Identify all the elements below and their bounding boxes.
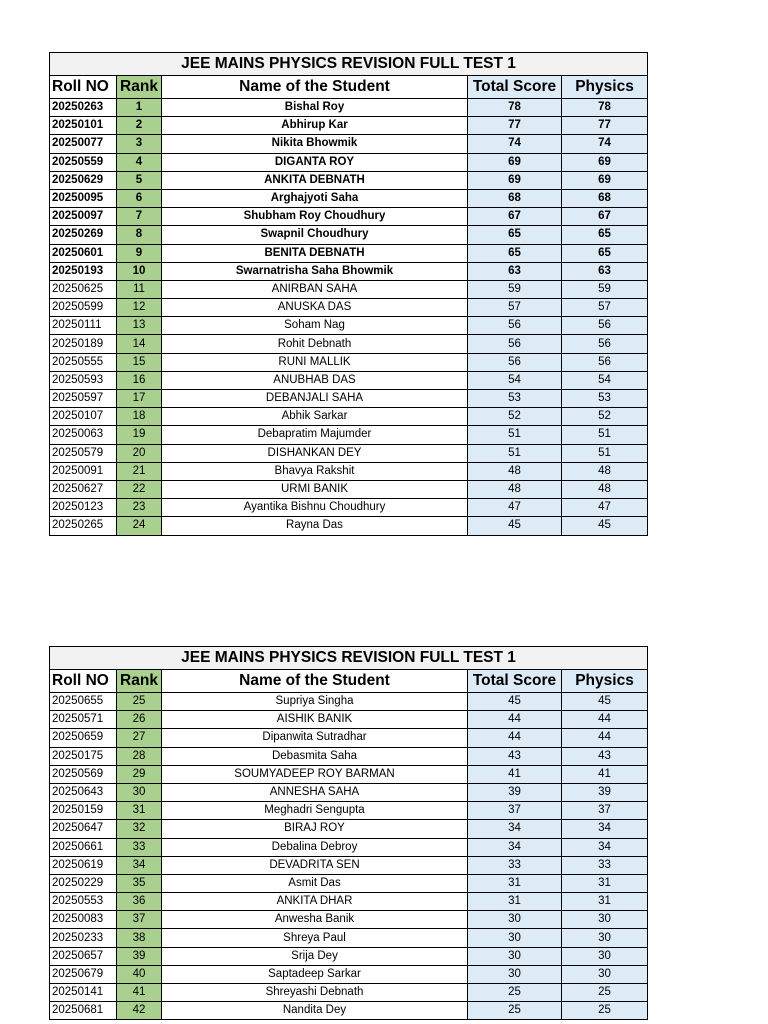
physics-score-cell: 57 bbox=[562, 299, 648, 317]
table-row bbox=[50, 280, 648, 298]
student-name-cell: Ayantika Bishnu Choudhury bbox=[162, 499, 468, 517]
rank-cell: 23 bbox=[117, 499, 162, 517]
roll-no-cell: 20250263 bbox=[50, 99, 117, 117]
table-row bbox=[50, 711, 648, 729]
rank-cell: 11 bbox=[117, 280, 162, 298]
roll-no-cell: 20250619 bbox=[50, 856, 117, 874]
rank-cell: 36 bbox=[117, 893, 162, 911]
physics-score-cell: 77 bbox=[562, 117, 648, 135]
table-title-row bbox=[50, 647, 648, 670]
physics-score-cell: 74 bbox=[562, 135, 648, 153]
student-name-cell: Shubham Roy Choudhury bbox=[162, 208, 468, 226]
total-score-cell: 45 bbox=[468, 693, 562, 711]
student-name-cell: Meghadri Sengupta bbox=[162, 802, 468, 820]
roll-no-cell: 20250107 bbox=[50, 408, 117, 426]
physics-score-cell: 47 bbox=[562, 499, 648, 517]
table-row bbox=[50, 171, 648, 189]
physics-score-cell: 54 bbox=[562, 371, 648, 389]
student-name-cell: RUNI MALLIK bbox=[162, 353, 468, 371]
table-row bbox=[50, 371, 648, 389]
rank-cell: 26 bbox=[117, 711, 162, 729]
rank-cell: 7 bbox=[117, 208, 162, 226]
student-name-cell: ANNESHA SAHA bbox=[162, 783, 468, 801]
table-row bbox=[50, 480, 648, 498]
student-name-cell: Anwesha Banik bbox=[162, 911, 468, 929]
roll-no-cell: 20250601 bbox=[50, 244, 117, 262]
total-score-cell: 25 bbox=[468, 1002, 562, 1020]
student-name-cell: Bhavya Rakshit bbox=[162, 462, 468, 480]
physics-score-cell: 30 bbox=[562, 965, 648, 983]
physics-score-cell: 25 bbox=[562, 984, 648, 1002]
physics-score-cell: 25 bbox=[562, 1002, 648, 1020]
roll-no-cell: 20250175 bbox=[50, 747, 117, 765]
physics-score-cell: 59 bbox=[562, 280, 648, 298]
physics-score-cell: 30 bbox=[562, 929, 648, 947]
table-row bbox=[50, 838, 648, 856]
physics-score-cell: 30 bbox=[562, 911, 648, 929]
roll-no-cell: 20250265 bbox=[50, 517, 117, 535]
table-title: JEE MAINS PHYSICS REVISION FULL TEST 1 bbox=[50, 53, 648, 76]
student-name-cell: Srija Dey bbox=[162, 947, 468, 965]
physics-score-cell: 44 bbox=[562, 729, 648, 747]
physics-score-cell: 65 bbox=[562, 244, 648, 262]
student-name-cell: Rohit Debnath bbox=[162, 335, 468, 353]
roll-no-cell: 20250579 bbox=[50, 444, 117, 462]
total-score-cell: 69 bbox=[468, 153, 562, 171]
physics-score-cell: 69 bbox=[562, 153, 648, 171]
total-score-cell: 48 bbox=[468, 480, 562, 498]
table-row bbox=[50, 984, 648, 1002]
physics-score-cell: 48 bbox=[562, 462, 648, 480]
student-name-cell: Shreya Paul bbox=[162, 929, 468, 947]
physics-score-cell: 41 bbox=[562, 765, 648, 783]
rank-cell: 33 bbox=[117, 838, 162, 856]
physics-score-cell: 51 bbox=[562, 444, 648, 462]
student-name-cell: Saptadeep Sarkar bbox=[162, 965, 468, 983]
physics-score-cell: 45 bbox=[562, 517, 648, 535]
student-name-cell: Swarnatrisha Saha Bhowmik bbox=[162, 262, 468, 280]
table-row bbox=[50, 747, 648, 765]
rank-cell: 5 bbox=[117, 171, 162, 189]
student-name-cell: BENITA DEBNATH bbox=[162, 244, 468, 262]
table-row bbox=[50, 444, 648, 462]
table-row bbox=[50, 693, 648, 711]
header-student-name: Name of the Student bbox=[162, 76, 468, 99]
student-name-cell: Nandita Dey bbox=[162, 1002, 468, 1020]
total-score-cell: 56 bbox=[468, 317, 562, 335]
roll-no-cell: 20250659 bbox=[50, 729, 117, 747]
student-name-cell: Nikita Bhowmik bbox=[162, 135, 468, 153]
header-total-score: Total Score bbox=[468, 670, 562, 693]
table-row bbox=[50, 893, 648, 911]
roll-no-cell: 20250629 bbox=[50, 171, 117, 189]
rank-cell: 30 bbox=[117, 783, 162, 801]
rank-cell: 28 bbox=[117, 747, 162, 765]
total-score-cell: 52 bbox=[468, 408, 562, 426]
total-score-cell: 30 bbox=[468, 947, 562, 965]
total-score-cell: 48 bbox=[468, 462, 562, 480]
rank-cell: 8 bbox=[117, 226, 162, 244]
total-score-cell: 34 bbox=[468, 838, 562, 856]
roll-no-cell: 20250229 bbox=[50, 874, 117, 892]
total-score-cell: 39 bbox=[468, 783, 562, 801]
table-row bbox=[50, 335, 648, 353]
rank-cell: 4 bbox=[117, 153, 162, 171]
table-row bbox=[50, 856, 648, 874]
total-score-cell: 74 bbox=[468, 135, 562, 153]
roll-no-cell: 20250593 bbox=[50, 371, 117, 389]
physics-score-cell: 68 bbox=[562, 189, 648, 207]
physics-score-cell: 33 bbox=[562, 856, 648, 874]
rank-cell: 3 bbox=[117, 135, 162, 153]
student-name-cell: Dipanwita Sutradhar bbox=[162, 729, 468, 747]
physics-score-cell: 45 bbox=[562, 693, 648, 711]
student-name-cell: AISHIK BANIK bbox=[162, 711, 468, 729]
roll-no-cell: 20250643 bbox=[50, 783, 117, 801]
student-name-cell: Asmit Das bbox=[162, 874, 468, 892]
header-roll-no: Roll NO bbox=[50, 670, 117, 693]
rank-cell: 12 bbox=[117, 299, 162, 317]
total-score-cell: 30 bbox=[468, 965, 562, 983]
roll-no-cell: 20250095 bbox=[50, 189, 117, 207]
student-name-cell: Bishal Roy bbox=[162, 99, 468, 117]
roll-no-cell: 20250083 bbox=[50, 911, 117, 929]
total-score-cell: 78 bbox=[468, 99, 562, 117]
student-name-cell: Shreyashi Debnath bbox=[162, 984, 468, 1002]
student-name-cell: DISHANKAN DEY bbox=[162, 444, 468, 462]
rank-cell: 13 bbox=[117, 317, 162, 335]
table-row bbox=[50, 802, 648, 820]
total-score-cell: 54 bbox=[468, 371, 562, 389]
header-total-score: Total Score bbox=[468, 76, 562, 99]
total-score-cell: 25 bbox=[468, 984, 562, 1002]
rank-cell: 32 bbox=[117, 820, 162, 838]
physics-score-cell: 48 bbox=[562, 480, 648, 498]
rank-cell: 34 bbox=[117, 856, 162, 874]
rank-cell: 2 bbox=[117, 117, 162, 135]
table-row bbox=[50, 208, 648, 226]
physics-score-cell: 56 bbox=[562, 335, 648, 353]
physics-score-cell: 31 bbox=[562, 874, 648, 892]
total-score-cell: 41 bbox=[468, 765, 562, 783]
header-rank: Rank bbox=[117, 76, 162, 99]
total-score-cell: 69 bbox=[468, 171, 562, 189]
header-student-name: Name of the Student bbox=[162, 670, 468, 693]
total-score-cell: 44 bbox=[468, 711, 562, 729]
physics-score-cell: 67 bbox=[562, 208, 648, 226]
total-score-cell: 30 bbox=[468, 929, 562, 947]
total-score-cell: 65 bbox=[468, 244, 562, 262]
table-title-row bbox=[50, 53, 648, 76]
total-score-cell: 57 bbox=[468, 299, 562, 317]
roll-no-cell: 20250627 bbox=[50, 480, 117, 498]
total-score-cell: 68 bbox=[468, 189, 562, 207]
student-name-cell: Soham Nag bbox=[162, 317, 468, 335]
physics-score-cell: 37 bbox=[562, 802, 648, 820]
table-header-row bbox=[50, 76, 648, 99]
rank-cell: 9 bbox=[117, 244, 162, 262]
rank-cell: 42 bbox=[117, 1002, 162, 1020]
results-table-2 bbox=[49, 646, 648, 1020]
table-row bbox=[50, 244, 648, 262]
table-row bbox=[50, 262, 648, 280]
rank-cell: 17 bbox=[117, 390, 162, 408]
table-row bbox=[50, 353, 648, 371]
total-score-cell: 37 bbox=[468, 802, 562, 820]
roll-no-cell: 20250655 bbox=[50, 693, 117, 711]
roll-no-cell: 20250097 bbox=[50, 208, 117, 226]
table-row bbox=[50, 783, 648, 801]
physics-score-cell: 56 bbox=[562, 317, 648, 335]
physics-score-cell: 34 bbox=[562, 820, 648, 838]
table-row bbox=[50, 929, 648, 947]
student-name-cell: ANUSKA DAS bbox=[162, 299, 468, 317]
header-physics: Physics bbox=[562, 670, 648, 693]
total-score-cell: 31 bbox=[468, 893, 562, 911]
rank-cell: 37 bbox=[117, 911, 162, 929]
roll-no-cell: 20250091 bbox=[50, 462, 117, 480]
header-rank: Rank bbox=[117, 670, 162, 693]
physics-score-cell: 78 bbox=[562, 99, 648, 117]
results-table-1-body bbox=[50, 53, 648, 536]
rank-cell: 16 bbox=[117, 371, 162, 389]
student-name-cell: Debalina Debroy bbox=[162, 838, 468, 856]
roll-no-cell: 20250159 bbox=[50, 802, 117, 820]
student-name-cell: Supriya Singha bbox=[162, 693, 468, 711]
rank-cell: 22 bbox=[117, 480, 162, 498]
rank-cell: 1 bbox=[117, 99, 162, 117]
total-score-cell: 44 bbox=[468, 729, 562, 747]
total-score-cell: 67 bbox=[468, 208, 562, 226]
physics-score-cell: 34 bbox=[562, 838, 648, 856]
total-score-cell: 45 bbox=[468, 517, 562, 535]
student-name-cell: ANKITA DHAR bbox=[162, 893, 468, 911]
total-score-cell: 51 bbox=[468, 444, 562, 462]
rank-cell: 25 bbox=[117, 693, 162, 711]
student-name-cell: Swapnil Choudhury bbox=[162, 226, 468, 244]
rank-cell: 35 bbox=[117, 874, 162, 892]
roll-no-cell: 20250569 bbox=[50, 765, 117, 783]
header-roll-no: Roll NO bbox=[50, 76, 117, 99]
physics-score-cell: 44 bbox=[562, 711, 648, 729]
total-score-cell: 33 bbox=[468, 856, 562, 874]
table-row bbox=[50, 117, 648, 135]
roll-no-cell: 20250189 bbox=[50, 335, 117, 353]
rank-cell: 41 bbox=[117, 984, 162, 1002]
roll-no-cell: 20250597 bbox=[50, 390, 117, 408]
table-row bbox=[50, 426, 648, 444]
total-score-cell: 56 bbox=[468, 335, 562, 353]
roll-no-cell: 20250661 bbox=[50, 838, 117, 856]
rank-cell: 14 bbox=[117, 335, 162, 353]
roll-no-cell: 20250233 bbox=[50, 929, 117, 947]
table-header-row bbox=[50, 670, 648, 693]
physics-score-cell: 56 bbox=[562, 353, 648, 371]
total-score-cell: 56 bbox=[468, 353, 562, 371]
roll-no-cell: 20250571 bbox=[50, 711, 117, 729]
total-score-cell: 51 bbox=[468, 426, 562, 444]
rank-cell: 38 bbox=[117, 929, 162, 947]
rank-cell: 20 bbox=[117, 444, 162, 462]
physics-score-cell: 65 bbox=[562, 226, 648, 244]
roll-no-cell: 20250063 bbox=[50, 426, 117, 444]
header-physics: Physics bbox=[562, 76, 648, 99]
table-row bbox=[50, 517, 648, 535]
student-name-cell: ANKITA DEBNATH bbox=[162, 171, 468, 189]
student-name-cell: URMI BANIK bbox=[162, 480, 468, 498]
total-score-cell: 34 bbox=[468, 820, 562, 838]
results-table-1 bbox=[49, 52, 648, 536]
student-name-cell: ANUBHAB DAS bbox=[162, 371, 468, 389]
physics-score-cell: 31 bbox=[562, 893, 648, 911]
rank-cell: 6 bbox=[117, 189, 162, 207]
table-row bbox=[50, 874, 648, 892]
student-name-cell: Debapratim Majumder bbox=[162, 426, 468, 444]
total-score-cell: 77 bbox=[468, 117, 562, 135]
table-row bbox=[50, 462, 648, 480]
table-row bbox=[50, 1002, 648, 1020]
table-title: JEE MAINS PHYSICS REVISION FULL TEST 1 bbox=[50, 647, 648, 670]
table-row bbox=[50, 153, 648, 171]
table-row bbox=[50, 299, 648, 317]
table-row bbox=[50, 947, 648, 965]
roll-no-cell: 20250599 bbox=[50, 299, 117, 317]
rank-cell: 31 bbox=[117, 802, 162, 820]
roll-no-cell: 20250101 bbox=[50, 117, 117, 135]
roll-no-cell: 20250559 bbox=[50, 153, 117, 171]
roll-no-cell: 20250111 bbox=[50, 317, 117, 335]
table-row bbox=[50, 226, 648, 244]
table-row bbox=[50, 499, 648, 517]
table-row bbox=[50, 390, 648, 408]
physics-score-cell: 69 bbox=[562, 171, 648, 189]
roll-no-cell: 20250141 bbox=[50, 984, 117, 1002]
table-row bbox=[50, 317, 648, 335]
roll-no-cell: 20250647 bbox=[50, 820, 117, 838]
student-name-cell: Abhirup Kar bbox=[162, 117, 468, 135]
roll-no-cell: 20250269 bbox=[50, 226, 117, 244]
roll-no-cell: 20250555 bbox=[50, 353, 117, 371]
rank-cell: 21 bbox=[117, 462, 162, 480]
rank-cell: 27 bbox=[117, 729, 162, 747]
student-name-cell: Abhik Sarkar bbox=[162, 408, 468, 426]
table-row bbox=[50, 729, 648, 747]
student-name-cell: Debasmita Saha bbox=[162, 747, 468, 765]
roll-no-cell: 20250553 bbox=[50, 893, 117, 911]
rank-cell: 18 bbox=[117, 408, 162, 426]
roll-no-cell: 20250625 bbox=[50, 280, 117, 298]
total-score-cell: 43 bbox=[468, 747, 562, 765]
table-row bbox=[50, 965, 648, 983]
physics-score-cell: 30 bbox=[562, 947, 648, 965]
table-row bbox=[50, 911, 648, 929]
roll-no-cell: 20250123 bbox=[50, 499, 117, 517]
table-row bbox=[50, 820, 648, 838]
total-score-cell: 30 bbox=[468, 911, 562, 929]
total-score-cell: 59 bbox=[468, 280, 562, 298]
roll-no-cell: 20250193 bbox=[50, 262, 117, 280]
rank-cell: 29 bbox=[117, 765, 162, 783]
roll-no-cell: 20250077 bbox=[50, 135, 117, 153]
rank-cell: 24 bbox=[117, 517, 162, 535]
table-row bbox=[50, 99, 648, 117]
physics-score-cell: 53 bbox=[562, 390, 648, 408]
roll-no-cell: 20250681 bbox=[50, 1002, 117, 1020]
student-name-cell: ANIRBAN SAHA bbox=[162, 280, 468, 298]
physics-score-cell: 52 bbox=[562, 408, 648, 426]
physics-score-cell: 63 bbox=[562, 262, 648, 280]
table-row bbox=[50, 408, 648, 426]
table-row bbox=[50, 765, 648, 783]
student-name-cell: DEBANJALI SAHA bbox=[162, 390, 468, 408]
student-name-cell: Arghajyoti Saha bbox=[162, 189, 468, 207]
student-name-cell: DEVADRITA SEN bbox=[162, 856, 468, 874]
total-score-cell: 53 bbox=[468, 390, 562, 408]
table-row bbox=[50, 135, 648, 153]
rank-cell: 15 bbox=[117, 353, 162, 371]
rank-cell: 40 bbox=[117, 965, 162, 983]
student-name-cell: SOUMYADEEP ROY BARMAN bbox=[162, 765, 468, 783]
physics-score-cell: 39 bbox=[562, 783, 648, 801]
table-row bbox=[50, 189, 648, 207]
rank-cell: 10 bbox=[117, 262, 162, 280]
roll-no-cell: 20250657 bbox=[50, 947, 117, 965]
rank-cell: 19 bbox=[117, 426, 162, 444]
total-score-cell: 31 bbox=[468, 874, 562, 892]
physics-score-cell: 43 bbox=[562, 747, 648, 765]
student-name-cell: DIGANTA ROY bbox=[162, 153, 468, 171]
physics-score-cell: 51 bbox=[562, 426, 648, 444]
total-score-cell: 63 bbox=[468, 262, 562, 280]
roll-no-cell: 20250679 bbox=[50, 965, 117, 983]
student-name-cell: BIRAJ ROY bbox=[162, 820, 468, 838]
total-score-cell: 47 bbox=[468, 499, 562, 517]
total-score-cell: 65 bbox=[468, 226, 562, 244]
results-table-2-body bbox=[50, 647, 648, 1020]
student-name-cell: Rayna Das bbox=[162, 517, 468, 535]
rank-cell: 39 bbox=[117, 947, 162, 965]
